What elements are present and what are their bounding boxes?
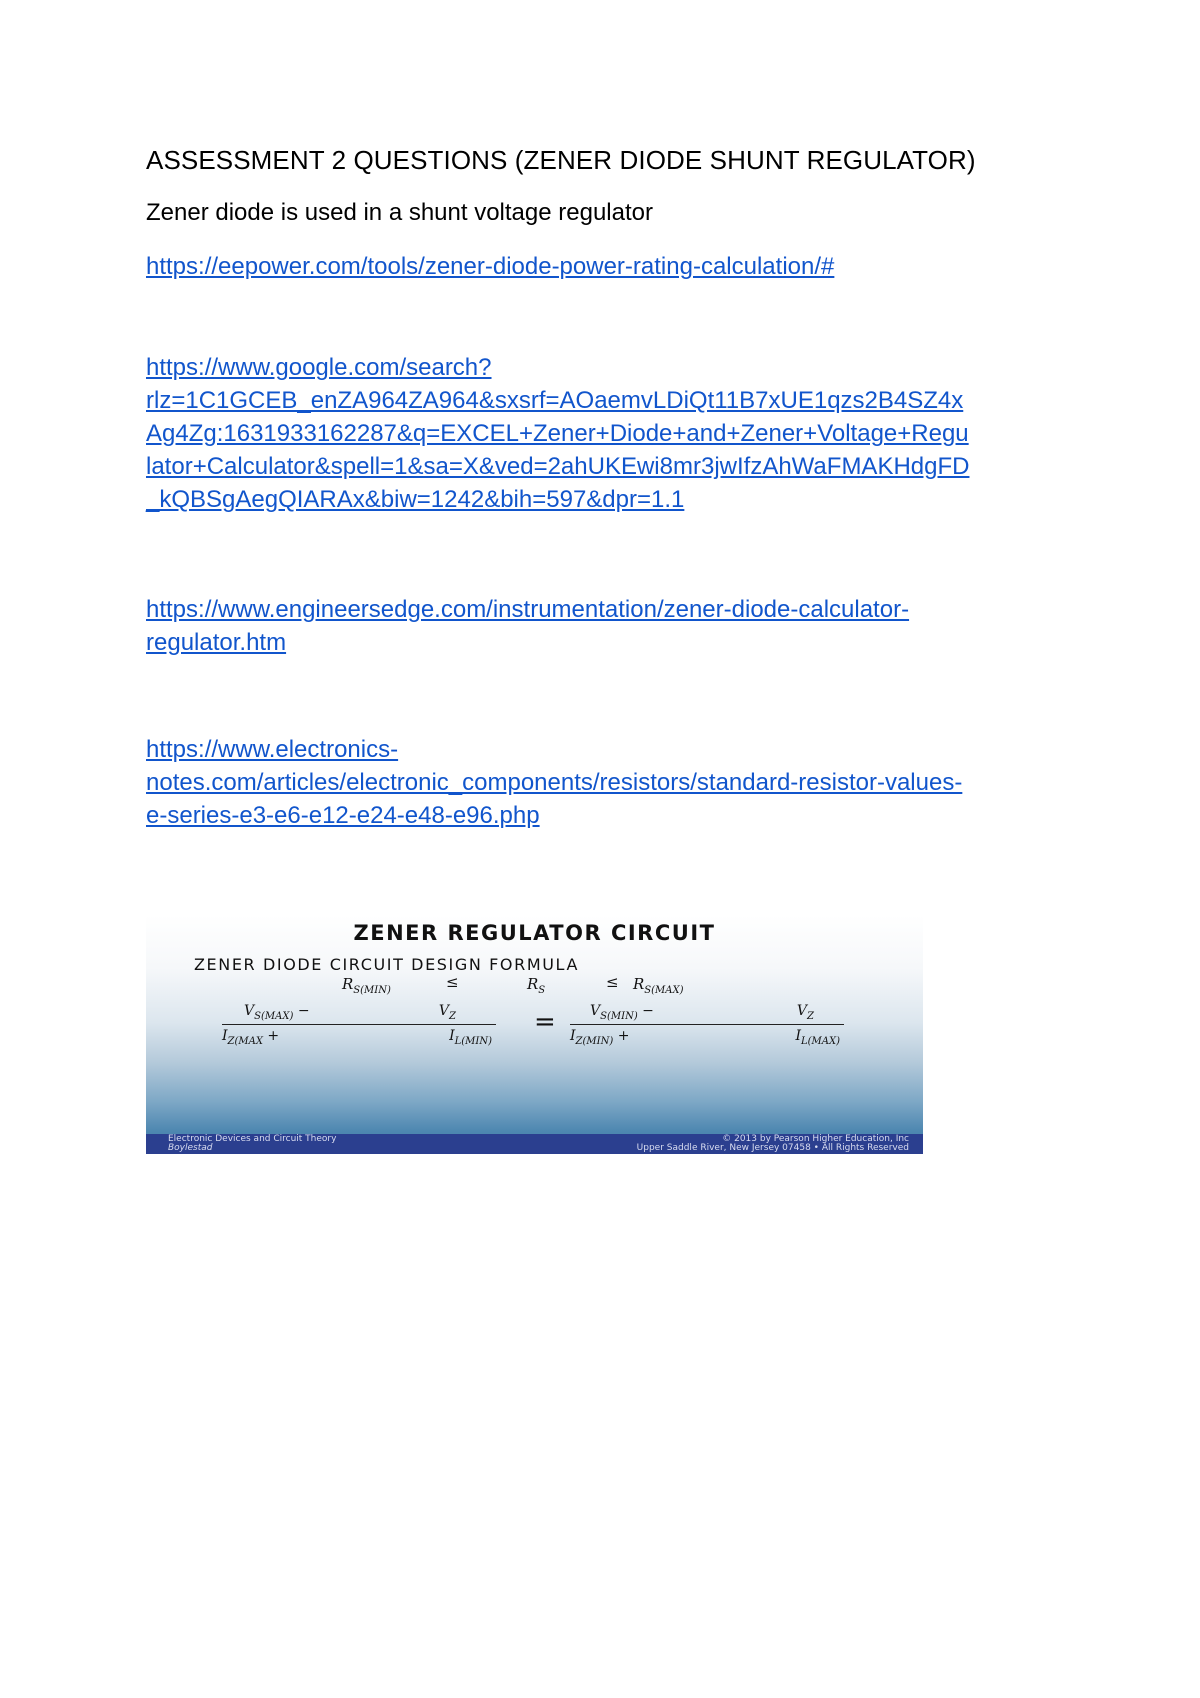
subscript: S(MIN) [600,1010,638,1022]
leq-sign: ≤ [606,973,619,991]
document-title: ASSESSMENT 2 QUESTIONS (ZENER DIODE SHUNT REGULATOR) [146,145,976,175]
zener-regulator-slide-image [146,915,923,1154]
vs-min-term [570,1003,654,1022]
footer-copyright: © 2013 by Pearson Higher Education, Inc [722,1134,909,1144]
subscript: Z [807,1010,814,1022]
symbol: V [438,1003,450,1019]
fraction-denominator [222,1028,496,1047]
symbol: R [342,975,354,993]
subscript: S(MAX) [644,985,684,996]
symbol: R [633,975,645,993]
plus-sign: + [617,1028,630,1045]
subscript: S [538,985,546,996]
plus-sign: + [267,1028,280,1045]
subscript: L(MIN) [454,1036,492,1048]
link-line: https://www.engineersedge.com/instrumentation/zener-diode-calculator- [146,596,910,623]
link-line: https://eepower.com/tools/zener-diode-power-rating-calculation/# [146,253,835,280]
link-line: rlz=1C1GCEB_enZA964ZA964&sxsrf=AOaemvLDiQt11B7xUE1qzs2B4SZ4x [146,387,964,414]
document-subtitle: Zener diode is used in a shunt voltage regulator [146,199,653,226]
subscript: Z(MIN) [575,1036,614,1048]
equals-sign: = [534,1007,556,1037]
footer-address: Upper Saddle River, New Jersey 07458 • All Rights Reserved [636,1143,909,1153]
slide-title: ZENER REGULATOR CIRCUIT [353,921,716,945]
symbol: R [527,975,539,993]
subscript: Z(MAX [227,1036,263,1048]
footer-author: Boylestad [168,1143,213,1153]
symbol: I [449,1028,455,1045]
link-line: Ag4Zg:1631933162287&q=EXCEL+Zener+Diode+and+Zener+Voltage+Regu [146,420,969,447]
vz-term [797,1003,844,1022]
slide-footer-right [637,1135,909,1153]
symbol: V [244,1003,255,1019]
link-line: https://www.google.com/search? [146,354,492,381]
leq-sign: ≤ [446,973,459,991]
fraction-left [222,1003,496,1047]
resistor-inequality [146,973,923,997]
subscript: L(MAX) [800,1036,840,1048]
symbol: V [796,1003,808,1019]
rs-term [527,975,545,996]
slide-footer-left [168,1135,336,1153]
subscript: S(MAX) [254,1010,294,1022]
fraction-numerator [222,1003,496,1022]
fraction-denominator [570,1028,844,1047]
link-line: https://www.electronics- [146,736,399,763]
rs-min-term [342,975,391,996]
vz-term [439,1003,496,1022]
symbol: I [222,1028,228,1045]
link-electronics-notes[interactable] [146,733,962,832]
fraction-numerator [570,1003,844,1022]
link-line: e-series-e3-e6-e12-e24-e48-e96.php [146,802,540,829]
fraction-right [570,1003,844,1047]
link-eepower[interactable] [146,250,834,283]
link-google-search[interactable] [146,351,969,516]
subscript: Z [449,1010,456,1022]
fraction-bar [222,1024,496,1026]
link-engineersedge[interactable] [146,593,909,659]
rs-max-term [633,975,684,996]
link-line: _kQBSgAegQIARAx&biw=1242&bih=597&dpr=1.1 [146,486,685,513]
symbol: I [570,1028,576,1045]
fraction-bar [570,1024,844,1026]
minus-sign: − [297,1003,310,1019]
link-line: lator+Calculator&spell=1&sa=X&ved=2ahUKEwi8mr3jwIfzAhWaFMAKHdgFD [146,453,970,480]
il-max-term [795,1028,844,1047]
symbol: I [795,1028,801,1045]
footer-book-title: Electronic Devices and Circuit Theory [168,1134,337,1144]
vs-max-term [222,1003,310,1022]
link-line: regulator.htm [146,629,287,656]
minus-sign: − [642,1003,654,1019]
symbol: V [590,1003,601,1019]
subscript: S(MIN) [353,985,391,996]
iz-min-term [570,1028,629,1047]
slide-subtitle: ZENER DIODE CIRCUIT DESIGN FORMULA [194,955,579,974]
link-line: notes.com/articles/electronic_components/resistors/standard-resistor-values- [146,769,963,796]
slide-footer [146,1134,923,1154]
iz-max-term [222,1028,279,1047]
il-min-term [449,1028,496,1047]
